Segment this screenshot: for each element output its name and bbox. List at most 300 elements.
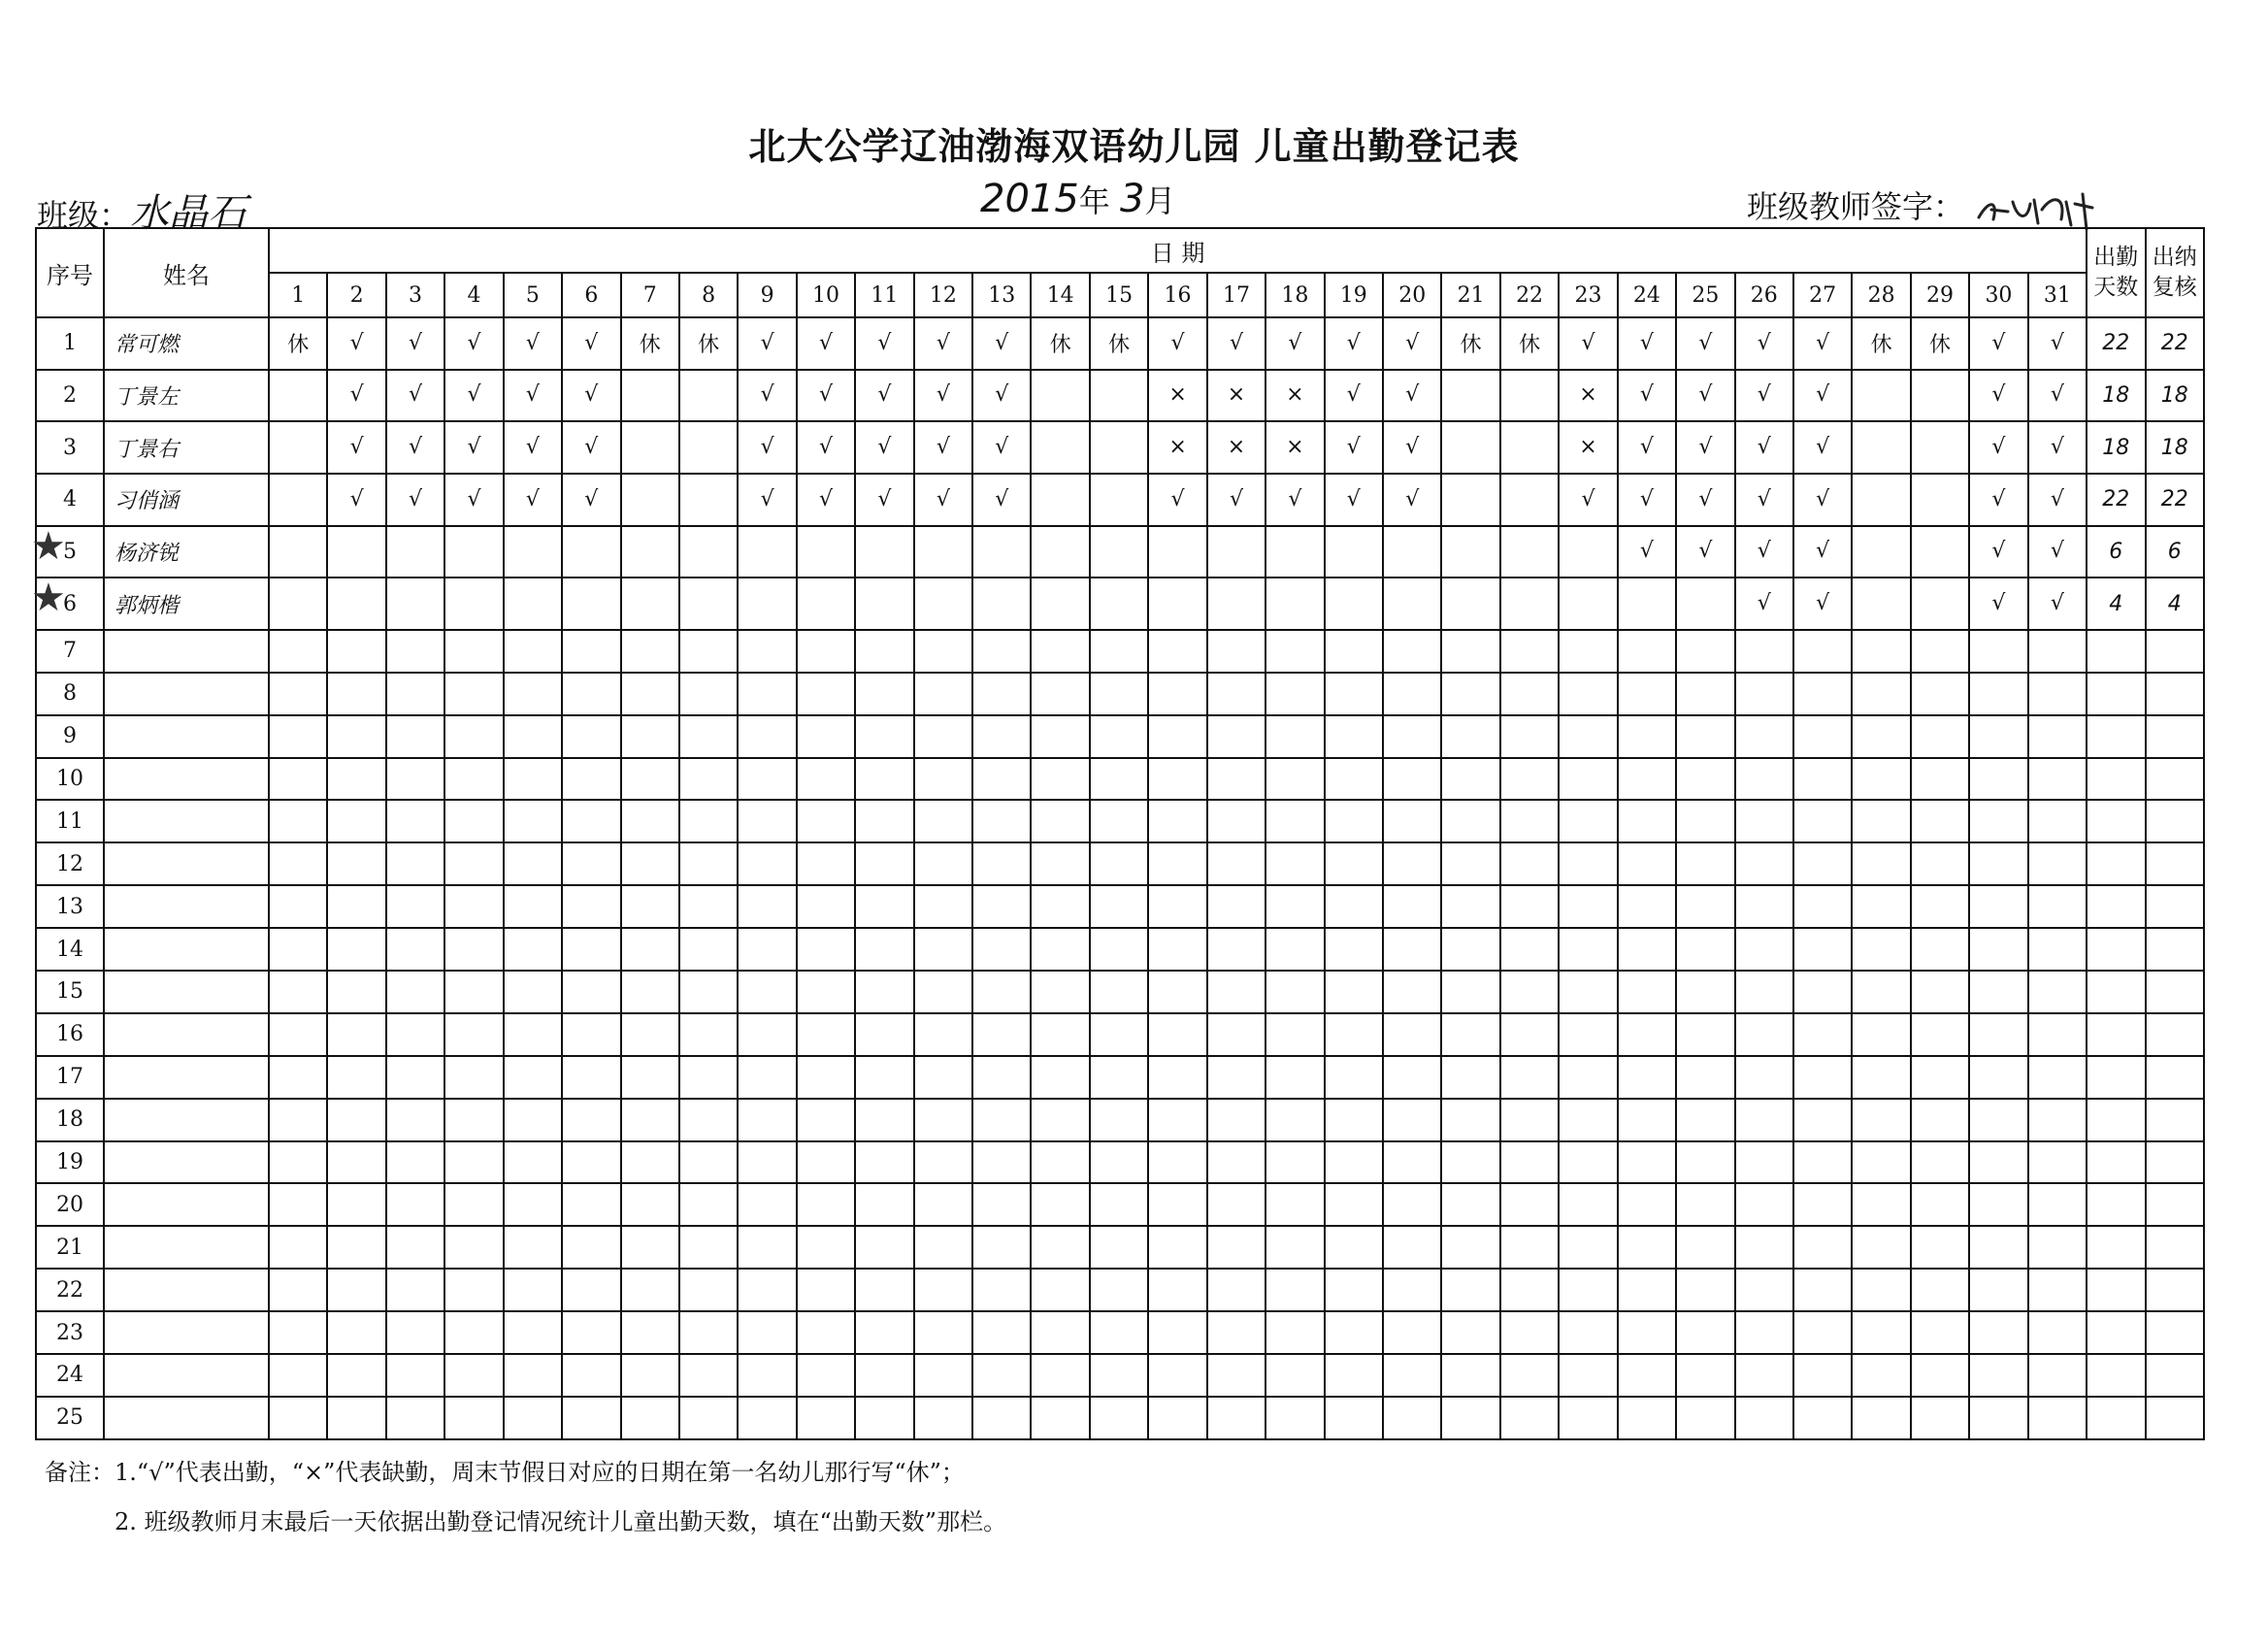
attendance-cell [1969, 1183, 2027, 1226]
attendance-cell [1969, 1226, 2027, 1269]
attendance-cell [679, 1269, 738, 1311]
attendance-cell: √ [504, 474, 562, 526]
attendance-cell [1735, 928, 1793, 971]
attendance-cell [444, 1013, 503, 1056]
attendance-cell [1500, 1226, 1559, 1269]
row-seq-value: 13 [56, 894, 83, 919]
attendance-cell [1559, 1311, 1617, 1354]
attendance-cell [1500, 526, 1559, 578]
attendance-cell [269, 1226, 327, 1269]
attendance-cell [972, 1226, 1031, 1269]
attendance-cell [269, 1354, 327, 1397]
row-name [104, 1013, 269, 1056]
attendance-cell [1090, 474, 1148, 526]
attendance-cell [797, 578, 855, 630]
attendance-cell [1148, 526, 1206, 578]
attendance-cell [1618, 1013, 1676, 1056]
attendance-cell [1618, 1141, 1676, 1184]
attendance-cell [1148, 715, 1206, 758]
table-row [36, 526, 2204, 578]
attendance-cell [444, 842, 503, 885]
header-day: 20 [1383, 273, 1441, 317]
attendance-cell [1383, 1056, 1441, 1099]
attendance-cell [1618, 758, 1676, 801]
attendance-cell [327, 578, 385, 630]
attendance-cell [1852, 885, 1910, 928]
attendance-cell [1207, 1141, 1265, 1184]
attendance-cell [562, 578, 620, 630]
header-day: 19 [1325, 273, 1383, 317]
attendance-cell [444, 1269, 503, 1311]
table-row [36, 885, 2204, 928]
attendance-cell: √ [444, 474, 503, 526]
attendance-cell [621, 1397, 679, 1439]
row-review: 22 [2146, 474, 2205, 526]
attendance-cell [1148, 1056, 1206, 1099]
attendance-cell [1090, 715, 1148, 758]
attendance-cell [679, 421, 738, 474]
row-seq-value: 17 [56, 1065, 83, 1090]
attendance-cell [2028, 1141, 2087, 1184]
row-days-count [2087, 928, 2145, 971]
attendance-cell: √ [855, 317, 913, 370]
attendance-cell [1559, 885, 1617, 928]
attendance-cell [1090, 1183, 1148, 1226]
attendance-cell [1618, 1056, 1676, 1099]
attendance-cell [797, 1141, 855, 1184]
attendance-cell [1383, 1013, 1441, 1056]
row-name [104, 630, 269, 673]
attendance-cell: 休 [1911, 317, 1969, 370]
row-seq [36, 715, 104, 758]
attendance-cell [562, 630, 620, 673]
attendance-cell [1325, 1311, 1383, 1354]
attendance-cell [269, 1183, 327, 1226]
attendance-cell [738, 526, 796, 578]
attendance-cell [1148, 630, 1206, 673]
attendance-cell [621, 1226, 679, 1269]
attendance-cell [1207, 885, 1265, 928]
row-seq-value: 18 [56, 1107, 83, 1133]
attendance-cell [972, 971, 1031, 1013]
attendance-cell [269, 1099, 327, 1141]
attendance-cell: √ [386, 317, 444, 370]
row-days-count [2087, 971, 2145, 1013]
attendance-cell [1090, 526, 1148, 578]
attendance-cell [1207, 971, 1265, 1013]
header-day: 4 [444, 273, 503, 317]
attendance-cell [1383, 1397, 1441, 1439]
attendance-cell [972, 758, 1031, 801]
attendance-cell [386, 1226, 444, 1269]
row-seq [36, 1397, 104, 1439]
attendance-cell [1559, 1056, 1617, 1099]
attendance-cell [679, 800, 738, 842]
attendance-cell [1148, 928, 1206, 971]
attendance-cell [1911, 715, 1969, 758]
attendance-cell [1793, 1013, 1852, 1056]
attendance-cell [1559, 1099, 1617, 1141]
attendance-cell [1031, 885, 1089, 928]
attendance-cell: √ [855, 474, 913, 526]
attendance-cell [269, 1269, 327, 1311]
attendance-cell: 休 [1441, 317, 1499, 370]
attendance-cell [1265, 1141, 1324, 1184]
attendance-cell [1618, 1354, 1676, 1397]
attendance-cell [327, 1013, 385, 1056]
attendance-cell [972, 1354, 1031, 1397]
attendance-cell [855, 1226, 913, 1269]
attendance-cell [1265, 928, 1324, 971]
header-review: 出纳复核 [2146, 228, 2205, 317]
attendance-cell: √ [1793, 474, 1852, 526]
attendance-cell [1676, 1183, 1734, 1226]
attendance-cell [1559, 673, 1617, 715]
attendance-cell [1090, 421, 1148, 474]
attendance-cell [1383, 578, 1441, 630]
attendance-cell [386, 526, 444, 578]
attendance-cell [855, 715, 913, 758]
attendance-cell [1969, 758, 2027, 801]
attendance-cell [679, 630, 738, 673]
attendance-cell [972, 1269, 1031, 1311]
attendance-cell [504, 1226, 562, 1269]
attendance-cell [1852, 630, 1910, 673]
attendance-cell: √ [1265, 474, 1324, 526]
attendance-cell: √ [972, 317, 1031, 370]
attendance-cell [1325, 526, 1383, 578]
row-days-count [2087, 885, 2145, 928]
attendance-cell [444, 715, 503, 758]
attendance-cell [1383, 885, 1441, 928]
attendance-cell [1500, 1099, 1559, 1141]
attendance-cell [1325, 578, 1383, 630]
attendance-cell [797, 1397, 855, 1439]
attendance-cell [738, 578, 796, 630]
attendance-cell [914, 885, 972, 928]
attendance-cell [444, 1311, 503, 1354]
attendance-cell [738, 1226, 796, 1269]
row-review [2146, 1226, 2205, 1269]
attendance-cell: √ [914, 317, 972, 370]
attendance-cell [1031, 1099, 1089, 1141]
attendance-cell [386, 1354, 444, 1397]
attendance-body [31, 317, 2204, 1439]
attendance-cell [1325, 1141, 1383, 1184]
attendance-cell [1793, 758, 1852, 801]
attendance-cell [2028, 673, 2087, 715]
attendance-cell [1031, 758, 1089, 801]
attendance-cell: √ [1383, 317, 1441, 370]
attendance-cell [1852, 1269, 1910, 1311]
header-day: 8 [679, 273, 738, 317]
row-days-count: 18 [2087, 370, 2145, 422]
attendance-cell [1265, 1311, 1324, 1354]
attendance-cell [327, 971, 385, 1013]
attendance-cell [1911, 800, 1969, 842]
attendance-cell [1852, 1056, 1910, 1099]
attendance-cell [797, 1226, 855, 1269]
attendance-cell: √ [1325, 421, 1383, 474]
attendance-cell [1559, 1397, 1617, 1439]
attendance-cell [1793, 1056, 1852, 1099]
attendance-cell [504, 630, 562, 673]
attendance-cell [1148, 1141, 1206, 1184]
attendance-cell [1793, 1099, 1852, 1141]
row-days-count [2087, 758, 2145, 801]
attendance-cell [1618, 578, 1676, 630]
attendance-cell [386, 758, 444, 801]
attendance-cell [914, 1269, 972, 1311]
attendance-cell [855, 885, 913, 928]
attendance-cell [679, 842, 738, 885]
attendance-cell [621, 928, 679, 971]
row-name [104, 1183, 269, 1226]
attendance-cell [972, 928, 1031, 971]
attendance-cell [1265, 715, 1324, 758]
table-row [36, 928, 2204, 971]
attendance-cell [1441, 1141, 1499, 1184]
attendance-cell [1911, 842, 1969, 885]
attendance-cell [386, 800, 444, 842]
attendance-cell [1265, 1397, 1324, 1439]
attendance-cell [738, 1354, 796, 1397]
attendance-cell [1441, 928, 1499, 971]
attendance-cell: × [1207, 370, 1265, 422]
attendance-cell [621, 971, 679, 1013]
attendance-cell [621, 842, 679, 885]
row-seq [36, 1311, 104, 1354]
attendance-cell [914, 1056, 972, 1099]
header-day: 26 [1735, 273, 1793, 317]
attendance-cell [444, 971, 503, 1013]
header-day: 10 [797, 273, 855, 317]
attendance-cell [1852, 928, 1910, 971]
attendance-cell [269, 971, 327, 1013]
attendance-cell [327, 526, 385, 578]
attendance-cell [972, 578, 1031, 630]
attendance-cell: √ [797, 317, 855, 370]
attendance-cell [1676, 885, 1734, 928]
attendance-cell: √ [386, 421, 444, 474]
attendance-cell [1441, 1354, 1499, 1397]
attendance-cell [1735, 1354, 1793, 1397]
attendance-cell [269, 630, 327, 673]
attendance-cell [1207, 1226, 1265, 1269]
attendance-cell: √ [327, 421, 385, 474]
attendance-cell: √ [1325, 474, 1383, 526]
attendance-cell [386, 630, 444, 673]
row-seq [36, 885, 104, 928]
attendance-cell: √ [1969, 317, 2027, 370]
row-seq-value: 23 [56, 1320, 83, 1345]
attendance-cell: 休 [1852, 317, 1910, 370]
attendance-cell [738, 1311, 796, 1354]
attendance-cell [1148, 971, 1206, 1013]
attendance-cell [679, 673, 738, 715]
row-seq [31, 576, 104, 630]
attendance-cell [1090, 971, 1148, 1013]
attendance-cell [914, 1099, 972, 1141]
attendance-cell [1090, 673, 1148, 715]
row-seq [36, 1269, 104, 1311]
attendance-cell [1441, 885, 1499, 928]
attendance-cell [1441, 842, 1499, 885]
attendance-cell [1735, 1269, 1793, 1311]
attendance-cell [327, 1141, 385, 1184]
attendance-cell [1500, 971, 1559, 1013]
attendance-cell [1676, 715, 1734, 758]
attendance-cell [269, 715, 327, 758]
attendance-cell [1090, 1099, 1148, 1141]
row-seq-value: 25 [56, 1405, 83, 1431]
attendance-cell: √ [444, 421, 503, 474]
attendance-cell [1031, 842, 1089, 885]
attendance-cell [621, 370, 679, 422]
attendance-cell [269, 1141, 327, 1184]
attendance-cell [1325, 842, 1383, 885]
attendance-cell [2028, 885, 2087, 928]
attendance-cell: √ [1793, 421, 1852, 474]
attendance-cell [1090, 1354, 1148, 1397]
attendance-cell [386, 971, 444, 1013]
attendance-cell: √ [1969, 578, 2027, 630]
table-row [36, 1311, 2204, 1354]
row-name [104, 1141, 269, 1184]
attendance-cell [444, 526, 503, 578]
attendance-cell [914, 630, 972, 673]
attendance-cell [1207, 1311, 1265, 1354]
attendance-cell [444, 1183, 503, 1226]
attendance-cell [1559, 1226, 1617, 1269]
attendance-cell [562, 715, 620, 758]
attendance-cell [914, 578, 972, 630]
header-day: 31 [2028, 273, 2087, 317]
attendance-cell [1265, 1226, 1324, 1269]
attendance-cell [327, 885, 385, 928]
month-suffix: 月 [1144, 182, 1176, 219]
attendance-cell [1031, 1013, 1089, 1056]
attendance-cell: × [1559, 421, 1617, 474]
attendance-cell [1265, 1183, 1324, 1226]
attendance-cell [1911, 758, 1969, 801]
attendance-cell [327, 673, 385, 715]
attendance-cell [1559, 928, 1617, 971]
attendance-cell [1207, 1013, 1265, 1056]
attendance-cell [1852, 1141, 1910, 1184]
table-row [36, 758, 2204, 801]
attendance-cell [914, 800, 972, 842]
table-row [36, 1269, 2204, 1311]
attendance-cell [1911, 1141, 1969, 1184]
header-day: 25 [1676, 273, 1734, 317]
attendance-cell: √ [1618, 474, 1676, 526]
attendance-cell [972, 842, 1031, 885]
attendance-cell [1090, 1397, 1148, 1439]
attendance-cell [269, 800, 327, 842]
attendance-cell [1735, 971, 1793, 1013]
row-days-count [2087, 800, 2145, 842]
attendance-cell [972, 715, 1031, 758]
attendance-cell [562, 971, 620, 1013]
attendance-cell [562, 673, 620, 715]
note-line-2: 2. 班级教师月末最后一天依据出勤登记情况统计儿童出勤天数，填在“出勤天数”那栏。 [115, 1508, 1007, 1535]
attendance-cell [1090, 1056, 1148, 1099]
attendance-cell [1735, 1183, 1793, 1226]
attendance-cell [1031, 421, 1089, 474]
attendance-cell: √ [1735, 578, 1793, 630]
attendance-cell [1148, 800, 1206, 842]
header-day: 28 [1852, 273, 1910, 317]
row-seq [36, 971, 104, 1013]
attendance-cell [797, 1183, 855, 1226]
attendance-cell: √ [1265, 317, 1324, 370]
row-seq [36, 758, 104, 801]
attendance-cell [386, 842, 444, 885]
attendance-cell [1383, 1226, 1441, 1269]
attendance-cell [327, 630, 385, 673]
header-day: 13 [972, 273, 1031, 317]
row-seq [36, 630, 104, 673]
attendance-cell [444, 1226, 503, 1269]
row-days-count [2087, 1141, 2145, 1184]
attendance-cell [444, 885, 503, 928]
attendance-cell [621, 800, 679, 842]
attendance-cell: √ [1793, 578, 1852, 630]
table-row [36, 370, 2204, 422]
attendance-cell [1325, 673, 1383, 715]
table-row [36, 578, 2204, 630]
row-seq-value: 3 [63, 435, 77, 460]
row-seq [36, 370, 104, 422]
attendance-cell [1325, 1354, 1383, 1397]
attendance-cell [1031, 474, 1089, 526]
attendance-cell [855, 758, 913, 801]
attendance-cell [1031, 971, 1089, 1013]
attendance-cell [562, 842, 620, 885]
attendance-cell [2028, 1013, 2087, 1056]
header-day: 24 [1618, 273, 1676, 317]
row-review [2146, 1269, 2205, 1311]
row-review: 22 [2146, 317, 2205, 370]
row-days-count [2087, 1099, 2145, 1141]
attendance-cell [855, 842, 913, 885]
attendance-cell [2028, 1099, 2087, 1141]
teacher-label: 班级教师签字： [1747, 188, 1965, 225]
attendance-cell [1500, 715, 1559, 758]
attendance-cell [1441, 1397, 1499, 1439]
attendance-cell [1793, 1354, 1852, 1397]
attendance-cell [797, 526, 855, 578]
attendance-cell [1441, 421, 1499, 474]
attendance-cell [1031, 1269, 1089, 1311]
attendance-cell [1793, 971, 1852, 1013]
row-review [2146, 1056, 2205, 1099]
attendance-cell [444, 630, 503, 673]
row-review [2146, 885, 2205, 928]
row-review: 18 [2146, 421, 2205, 474]
row-seq-value: 7 [63, 639, 77, 664]
attendance-cell: √ [504, 370, 562, 422]
attendance-cell [386, 1311, 444, 1354]
attendance-cell [1031, 578, 1089, 630]
attendance-cell: √ [1676, 526, 1734, 578]
attendance-cell [327, 800, 385, 842]
attendance-cell [1383, 630, 1441, 673]
attendance-cell [1676, 1141, 1734, 1184]
attendance-cell [1618, 971, 1676, 1013]
attendance-cell [269, 928, 327, 971]
